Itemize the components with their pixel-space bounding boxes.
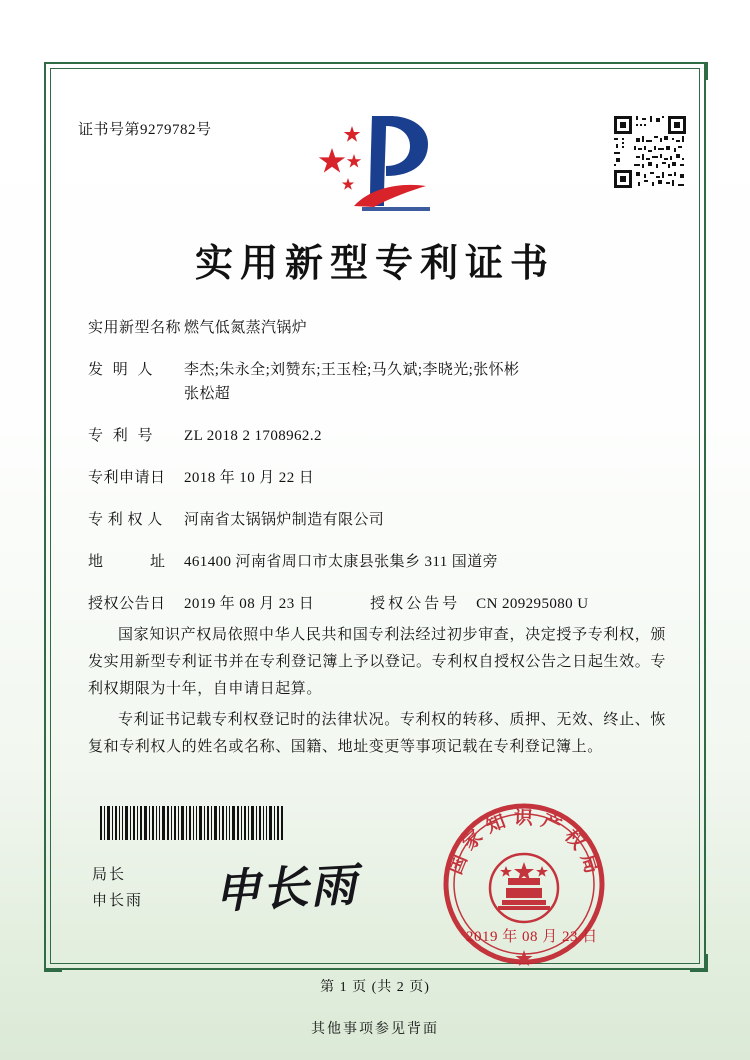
svg-text:国家知识产权局: 国家知识产权局 [445, 807, 605, 883]
page-number: 第 1 页 (共 2 页) [320, 980, 430, 995]
corner-ornament-bottom-right [690, 954, 708, 972]
patent-office-emblem-icon [310, 108, 440, 216]
director-title: 局长 [92, 867, 127, 883]
corner-ornament-top-left [44, 62, 62, 80]
field-list [88, 318, 668, 636]
field-label-grant-date: 授权公告日 [88, 596, 166, 612]
field-utility-model-name [88, 318, 668, 338]
field-label-inventor: 发 明 人 [88, 362, 156, 378]
body-text [88, 622, 666, 765]
field-label-application-date: 专利申请日 [88, 470, 166, 486]
field-label-utility-model-name: 实用新型名称 [88, 320, 182, 336]
field-label-patentee: 专 利 权 人 [88, 512, 163, 528]
field-address [88, 552, 668, 572]
corner-ornament-top-right [690, 62, 708, 80]
field-value-address: 461400 河南省周口市太康县张集乡 311 国道旁 [184, 554, 498, 570]
seal-date: 2019 年 08 月 23 日 [466, 929, 598, 945]
barcode [100, 806, 285, 840]
field-inventor [88, 360, 668, 404]
field-value-utility-model-name: 燃气低氮蒸汽锅炉 [184, 320, 308, 336]
field-value-inventor-line1: 李杰;朱永全;刘赞东;王玉栓;马久斌;李晓光;张怀彬 [184, 362, 520, 378]
body-paragraph-1: 国家知识产权局依照中华人民共和国专利法经过初步审查，决定授予专利权，颁发实用新型专利证书并在专利登记簿上予以登记。专利权自授权公告之日起生效。专利权期限为十年，自申请日起算。 [88, 627, 666, 697]
director-name: 申长雨 [92, 893, 144, 909]
field-label-grant-number: 授权公告号 [370, 596, 461, 612]
field-patent-number [88, 426, 668, 446]
field-value-inventor-line2: 张松超 [184, 386, 231, 402]
field-label-address: 地 址 [88, 554, 166, 570]
page-title: 实用新型专利证书 [194, 243, 555, 285]
body-paragraph-2: 专利证书记载专利权登记时的法律状况。专利权的转移、质押、无效、终止、恢复和专利权人的姓名或名称、国籍、地址变更等事项记载在专利登记簿上。 [88, 712, 666, 755]
field-grant-info [88, 594, 668, 614]
field-application-date [88, 468, 668, 488]
field-label-patent-number: 专 利 号 [88, 428, 156, 444]
director-signature: 申长雨 [212, 859, 360, 918]
field-value-inventor [184, 360, 668, 404]
field-value-grant-number: CN 209295080 U [476, 596, 589, 612]
field-value-patentee: 河南省太锅锅炉制造有限公司 [184, 512, 385, 528]
field-value-patent-number: ZL 2018 2 1708962.2 [184, 428, 322, 444]
qr-code [612, 114, 688, 190]
director-block [92, 862, 143, 914]
field-patentee [88, 510, 668, 530]
field-value-application-date: 2018 年 10 月 22 日 [184, 470, 315, 486]
footer-note: 其他事项参见背面 [311, 1022, 439, 1037]
certificate-number: 证书号第9279782号 [78, 122, 212, 138]
corner-ornament-bottom-left [44, 954, 62, 972]
field-value-grant-date: 2019 年 08 月 23 日 [184, 596, 315, 612]
